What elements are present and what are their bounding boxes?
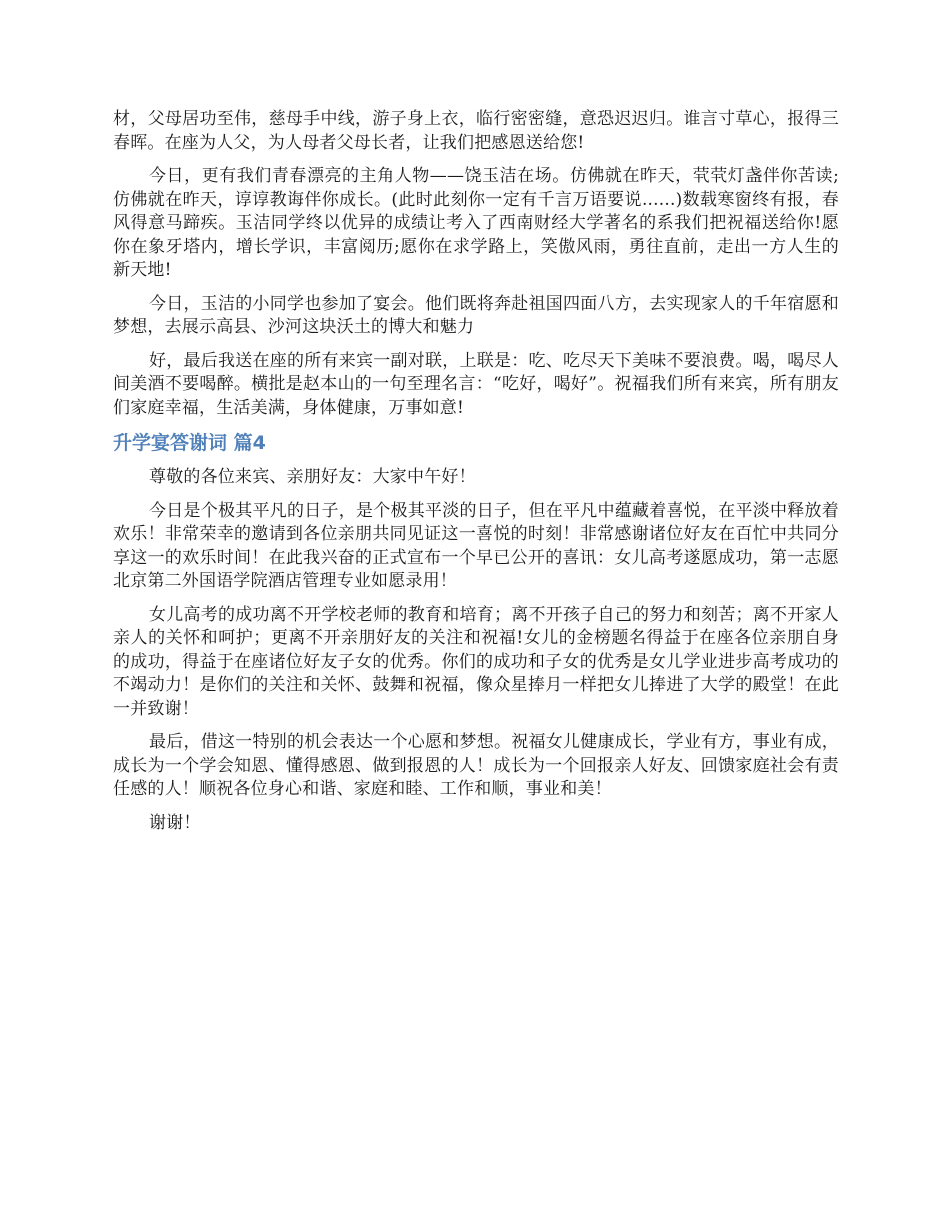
paragraph-continued-3: 今日，玉洁的小同学也参加了宴会。他们既将奔赴祖国四面八方，去实现家人的千年宿愿和梦想，去展示高县、沙河这块沃土的博大和魅力 (113, 293, 839, 337)
paragraph-greeting: 尊敬的各位来宾、亲朋好友：大家中午好！ (149, 467, 476, 487)
document-page (113, 108, 839, 845)
paragraph-announcement: 今日是个极其平凡的日子，是个极其平淡的日子，但在平凡中蕴藏着喜悦，在平淡中释放着欢乐！非常荣幸的邀请到各位亲朋共同见证这一喜悦的时刻！非常感谢诸位好友在百忙中共同分享这一的欢乐时间！在此我兴奋的正式宣布一个早已公开的喜讯：女儿高考遂愿成功，第一志愿北京第二外国语学院酒店管理专业如愿录用！ (113, 500, 839, 591)
paragraph-thanks: 谢谢！ (149, 812, 201, 833)
section-title: 升学宴答谢词 篇4 (113, 432, 266, 454)
paragraph-continued-4: 好，最后我送在座的所有来宾一副对联，上联是：吃、吃尽天下美味不要浪费。喝，喝尽人间美酒不要喝醉。横批是赵本山的一句至理名言：“吃好，喝好”。祝福我们所有来宾，所有朋友们家庭幸福，生活美满，身体健康，万事如意! (113, 350, 839, 418)
paragraph-gratitude: 女儿高考的成功离不开学校老师的教育和培育；离不开孩子自己的努力和刻苦；离不开家人亲人的关怀和呵护；更离不开亲朋好友的关注和祝福!女儿的金榜题名得益于在座各位亲朋自身的成功，得益于在座诸位好友子女的优秀。你们的成功和子女的优秀是女儿学业进步高考成功的不竭动力！是你们的关注和关怀、鼓舞和祝福，像众星捧月一样把女儿捧进了大学的殿堂！在此一并致谢！ (113, 604, 839, 719)
paragraph-wishes: 最后，借这一特别的机会表达一个心愿和梦想。祝福女儿健康成长，学业有方，事业有成，成长为一个学会知恩、懂得感恩、做到报恩的人！成长为一个回报亲人好友、回馈家庭社会有责任感的人！顺祝各位身心和谐、家庭和睦、工作和顺，事业和美！ (113, 732, 839, 799)
paragraph-continued-2: 今日，更有我们青春漂亮的主角人物——饶玉洁在场。仿佛就在昨天，茕茕灯盏伴你苦读;仿佛就在昨天，谆谆教诲伴你成长。(此时此刻你一定有千言万语要说......)数载寒窗终有报，春风得意马蹄疾。玉洁同学终以优异的成绩让考入了西南财经大学著名的系我们把祝福送给你!愿你在象牙塔内，增长学识，丰富阅历;愿你在求学路上，笑傲风雨，勇往直前，走出一方人生的新天地! (113, 166, 839, 280)
paragraph-continued-1: 材，父母居功至伟，慈母手中线，游子身上衣，临行密密缝，意恐迟迟归。谁言寸草心，报得三春晖。在座为人父，为人母者父母长者，让我们把感恩送给您! (113, 109, 839, 153)
